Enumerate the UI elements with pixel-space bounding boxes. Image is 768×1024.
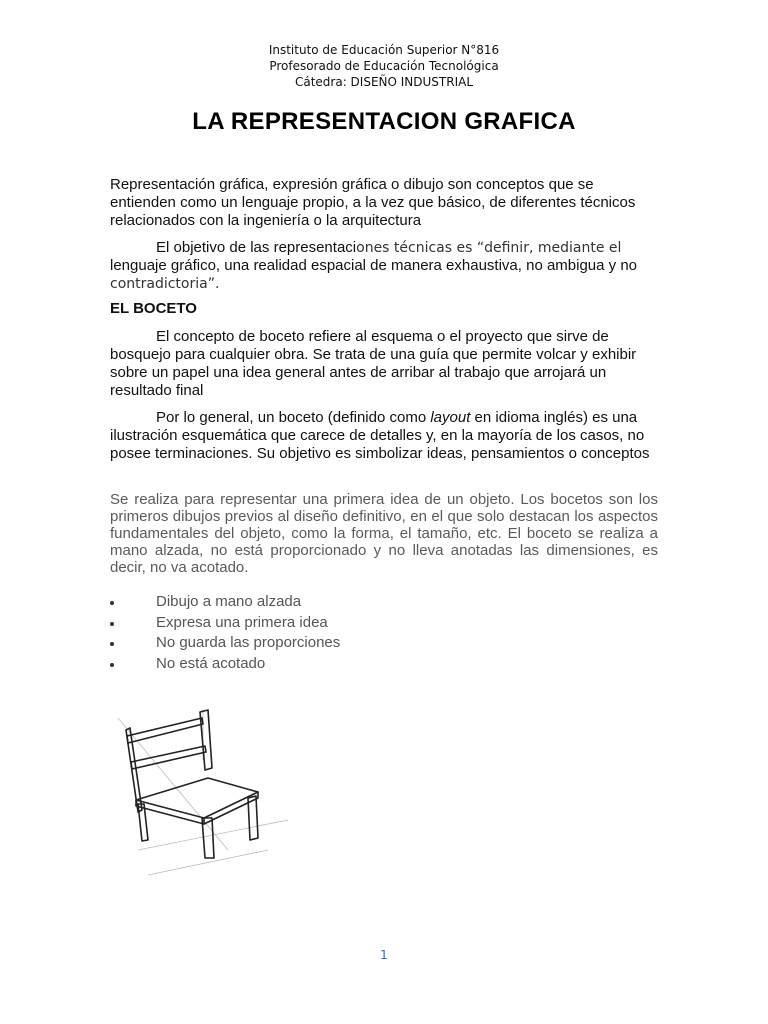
institution-name: Instituto de Educación Superior N°816 (268, 43, 500, 57)
objective-text-d: contradictoria”. (110, 276, 220, 292)
objective-paragraph (110, 239, 655, 293)
page-title: LA REPRESENTACION GRAFICA (192, 108, 576, 135)
page-number: 1 (380, 948, 388, 962)
bullet-icon (110, 642, 114, 646)
bullet-icon (110, 601, 114, 605)
section-heading-boceto: EL BOCETO (110, 300, 197, 317)
list-item: No guarda las proporciones (110, 633, 510, 654)
boceto-description: Se realiza para representar una primera idea de un objeto. Los bocetos son los primeros dibujos previos al diseño definitivo, en el que solo destacan los aspectos fundamentales del objeto, como la forma, el tamaño, etc. El boceto se realiza a mano alzada, no está proporcionado y no lleva anotadas las dimensiones, es decir, no va acotado. (110, 491, 658, 576)
boceto-text-b: en idioma inglés) es una ilustración esquemática que carece de detalles y, en la mayoría de los casos, no posee terminaciones. Su objetivo es simbolizar ideas, pensamientos o conceptos (110, 409, 650, 462)
characteristics-list (110, 592, 510, 674)
boceto-paragraph-2 (110, 409, 655, 463)
course-name: Cátedra: DISEÑO INDUSTRIAL (294, 75, 474, 89)
objective-text-c: lenguaje gráfico, una realidad espacial de manera exhaustiva, no ambigua y no (110, 257, 638, 274)
chair-sketch-image (108, 700, 298, 880)
objective-text-b: ones técnicas es “definir, mediante el (356, 240, 622, 256)
bullet-icon (110, 622, 114, 626)
intro-paragraph: Representación gráfica, expresión gráfica o dibujo son conceptos que se entienden como un lenguaje propio, a la vez que básico, de diferentes técnicos relacionados con la ingeniería o la arquitectura (110, 176, 636, 229)
list-item: Dibujo a mano alzada (110, 592, 510, 613)
list-item: No está acotado (110, 654, 510, 675)
bullet-icon (110, 663, 114, 667)
boceto-text-a: Por lo general, un boceto (definido como (156, 409, 431, 426)
document-header (0, 42, 768, 90)
boceto-paragraph-1: El concepto de boceto refiere al esquema o el proyecto que sirve de bosquejo para cualquier obra. Se trata de una guía que permite volcar y exhibir sobre un papel una idea general antes de arribar al trabajo que arrojará un resultado final (110, 328, 637, 399)
program-name: Profesorado de Educación Tecnológica (269, 59, 499, 73)
layout-term: layout (430, 409, 471, 426)
list-item: Expresa una primera idea (110, 613, 510, 634)
objective-text-a: El objetivo de las representaci (156, 239, 357, 256)
